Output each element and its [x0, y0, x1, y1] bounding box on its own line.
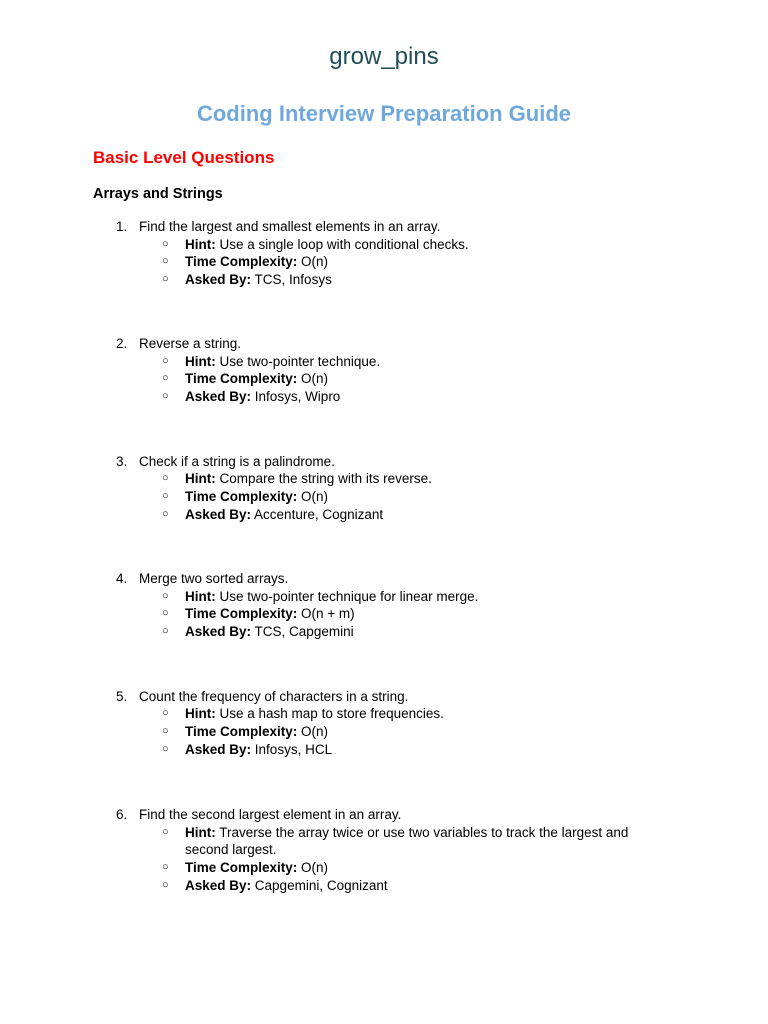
complexity-label: Time Complexity: [185, 371, 298, 387]
bullet-icon: ○ [162, 825, 169, 838]
hint-item [0, 705, 768, 723]
complexity-value: O(n) [301, 371, 329, 387]
hint-item [0, 824, 768, 859]
brand-name: grow_pins [329, 43, 439, 70]
hint-text: Use a single loop with conditional checks. [219, 236, 469, 252]
bullet-icon: ○ [162, 707, 169, 720]
asked-by-item [0, 877, 768, 895]
bullet-icon: ○ [162, 861, 169, 874]
complexity-item [0, 605, 768, 623]
hint-label: Hint: [185, 471, 216, 487]
complexity-item [0, 723, 768, 741]
question-text: Find the second largest element in an array. [139, 807, 402, 822]
bullet-icon: ○ [162, 607, 169, 620]
question-item [0, 453, 768, 524]
complexity-value: O(n + m) [301, 606, 355, 622]
question-text: Find the largest and smallest elements in an array. [139, 219, 441, 234]
hint-item [0, 236, 768, 254]
bullet-icon: ○ [162, 878, 169, 891]
bullet-icon: ○ [162, 489, 169, 502]
complexity-value: O(n) [301, 860, 329, 876]
complexity-item [0, 253, 768, 271]
asked-by-value: TCS, Capgemini [254, 624, 354, 640]
bullet-icon: ○ [162, 237, 169, 250]
bullet-icon: ○ [162, 742, 169, 755]
question-number: 1. [116, 219, 128, 234]
complexity-item [0, 370, 768, 388]
asked-by-item [0, 623, 768, 641]
hint-item [0, 588, 768, 606]
bullet-icon: ○ [162, 724, 169, 737]
hint-item [0, 353, 768, 371]
asked-by-label: Asked By: [185, 741, 252, 757]
question-number: 2. [116, 336, 128, 351]
asked-by-item [0, 741, 768, 759]
bullet-icon: ○ [162, 390, 169, 403]
complexity-value: O(n) [301, 254, 329, 270]
bullet-icon: ○ [162, 354, 169, 367]
question-item [0, 806, 768, 895]
question-text: Count the frequency of characters in a string. [139, 688, 409, 704]
complexity-label: Time Complexity: [185, 488, 298, 504]
subsection-title: Arrays and Strings [93, 186, 223, 202]
complexity-label: Time Complexity: [185, 860, 298, 876]
hint-text: Use two-pointer technique for linear merge. [219, 588, 479, 604]
section-title: Basic Level Questions [93, 148, 275, 167]
asked-by-value: Accenture, Cognizant [254, 506, 384, 522]
question-text: Merge two sorted arrays. [139, 571, 289, 586]
hint-text: Compare the string with its reverse. [219, 471, 432, 487]
hint-text: Traverse the array twice or use two variables to track the largest and second largest. [185, 824, 629, 858]
hint-label: Hint: [185, 588, 216, 604]
complexity-label: Time Complexity: [185, 723, 298, 739]
hint-text: Use two-pointer technique. [219, 353, 381, 369]
bullet-icon: ○ [162, 472, 169, 485]
complexity-value: O(n) [301, 723, 329, 739]
bullet-icon: ○ [162, 589, 169, 602]
bullet-icon: ○ [162, 273, 169, 286]
complexity-item [0, 859, 768, 877]
bullet-icon: ○ [162, 372, 169, 385]
asked-by-item [0, 506, 768, 524]
asked-by-label: Asked By: [185, 624, 252, 640]
question-number: 3. [116, 453, 128, 469]
complexity-item [0, 488, 768, 506]
bullet-icon: ○ [162, 507, 169, 520]
bullet-icon: ○ [162, 255, 169, 268]
asked-by-value: Infosys, Wipro [254, 389, 341, 405]
complexity-label: Time Complexity: [185, 254, 298, 270]
complexity-value: O(n) [301, 488, 329, 504]
hint-text: Use a hash map to store frequencies. [219, 706, 444, 722]
document-title: Coding Interview Preparation Guide [196, 101, 572, 126]
hint-label: Hint: [185, 236, 216, 252]
asked-by-label: Asked By: [185, 877, 252, 893]
asked-by-value: Capgemini, Cognizant [254, 877, 388, 893]
hint-label: Hint: [185, 824, 216, 840]
question-text: Check if a string is a palindrome. [139, 453, 335, 469]
asked-by-item [0, 271, 768, 289]
asked-by-label: Asked By: [185, 506, 252, 522]
asked-by-value: TCS, Infosys [254, 272, 332, 288]
hint-label: Hint: [185, 353, 216, 369]
asked-by-label: Asked By: [185, 389, 252, 405]
question-item [0, 335, 768, 406]
asked-by-value: Infosys, HCL [254, 741, 333, 757]
hint-label: Hint: [185, 706, 216, 722]
question-item [0, 218, 768, 289]
question-text: Reverse a string. [139, 336, 242, 351]
question-number: 5. [116, 688, 128, 704]
question-number: 4. [116, 571, 128, 586]
asked-by-item [0, 388, 768, 406]
bullet-icon: ○ [162, 625, 169, 638]
question-number: 6. [116, 807, 128, 822]
question-item [0, 570, 768, 641]
question-item [0, 688, 768, 759]
asked-by-label: Asked By: [185, 272, 252, 288]
complexity-label: Time Complexity: [185, 606, 298, 622]
hint-item [0, 470, 768, 488]
